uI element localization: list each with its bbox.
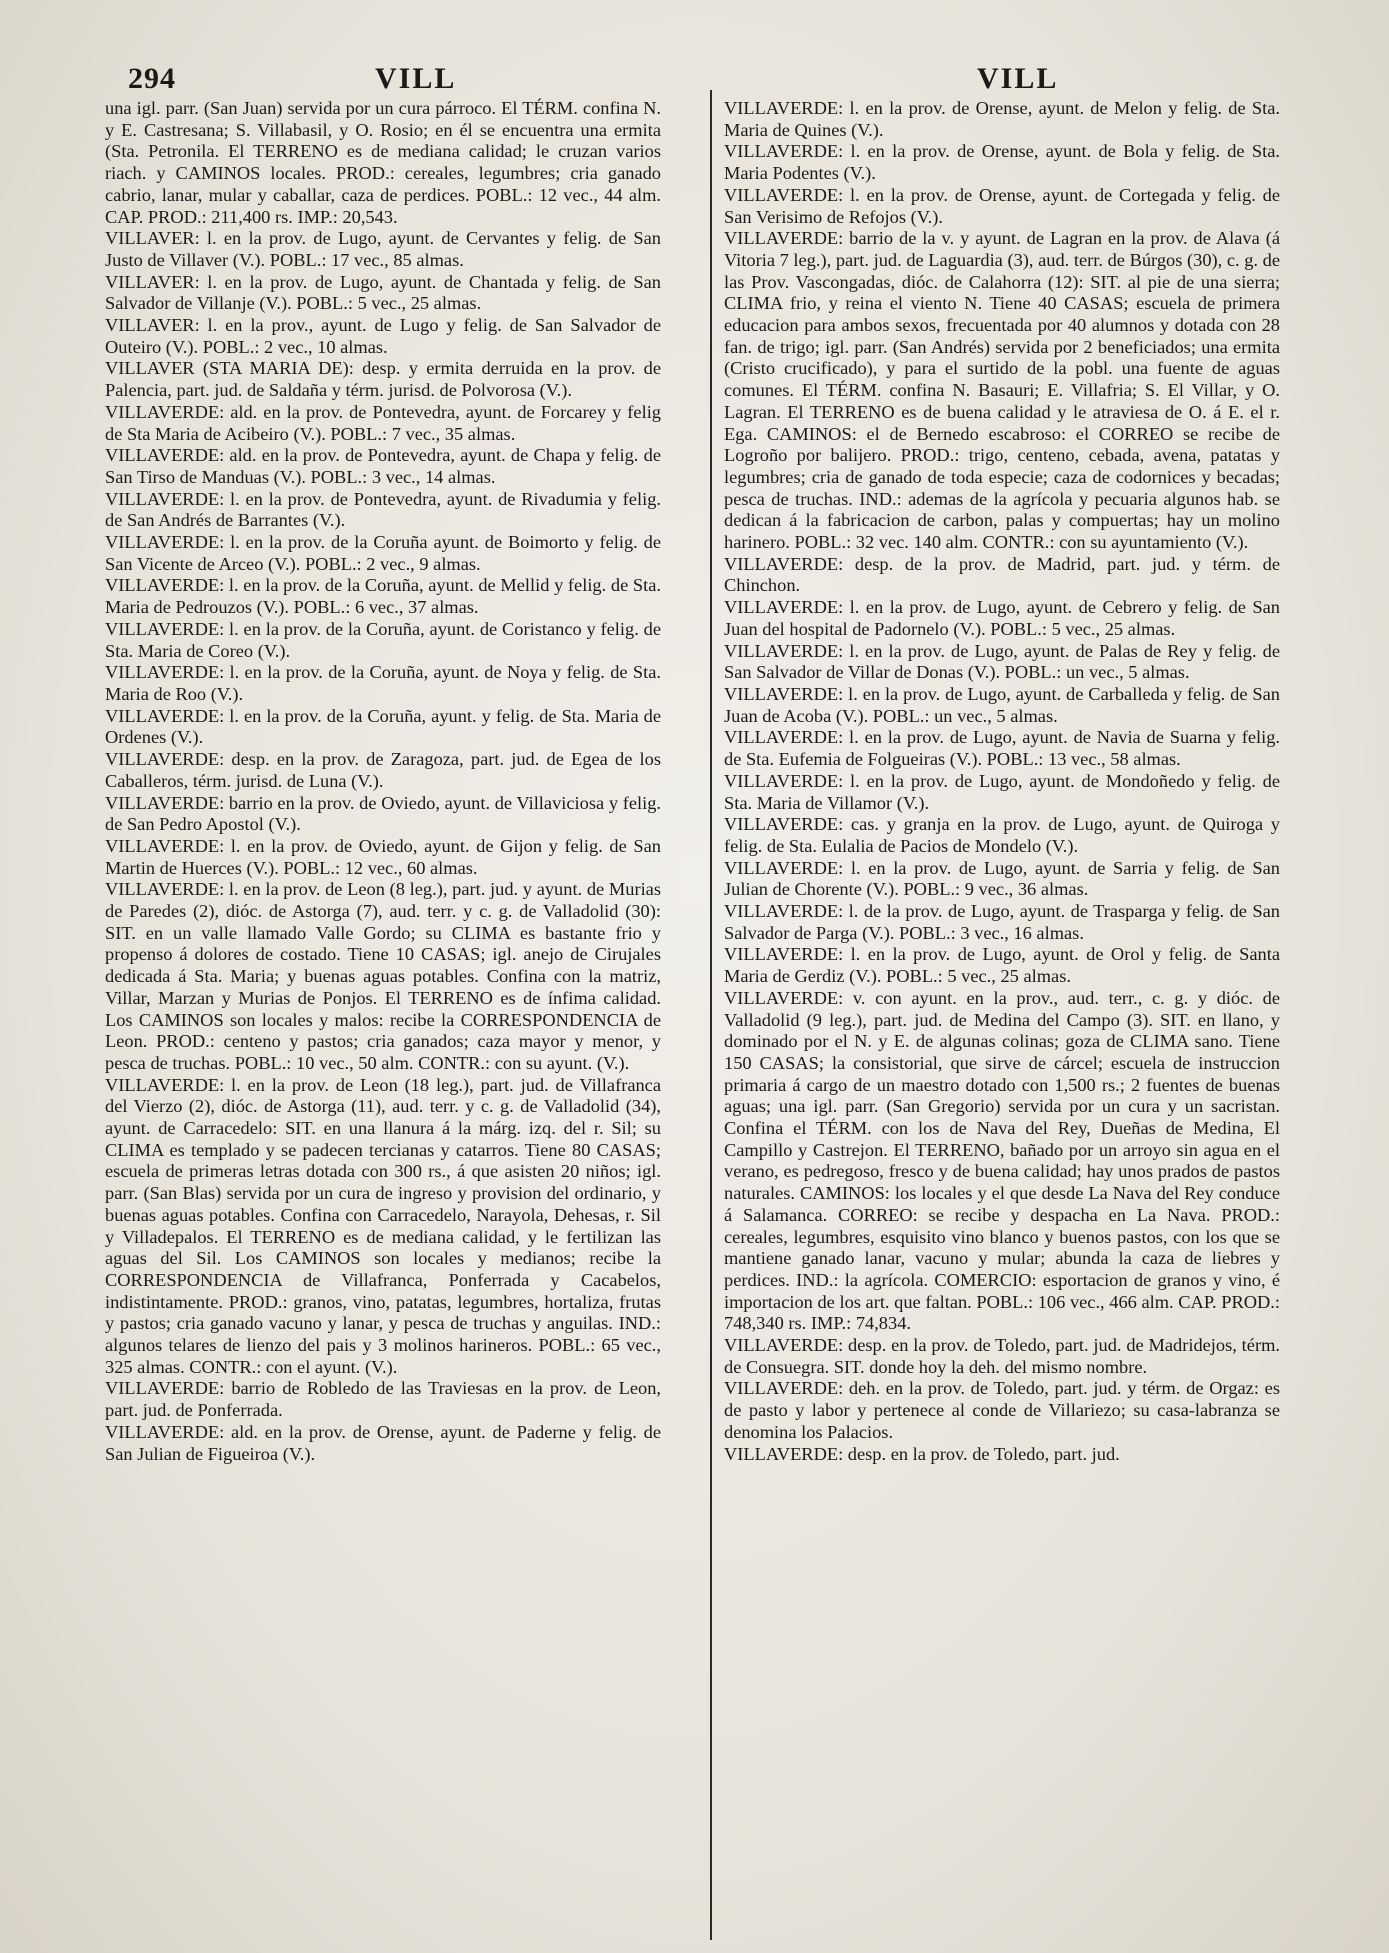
entry: VILLAVERDE: ald. en la prov. de Pontevedra, ayunt. de Chapa y felig. de San Tirso de Manduas (V.). POBL.: 3 vec., 14 almas. (105, 445, 661, 487)
entry: VILLAVERDE: desp. en la prov. de Zaragoza, part. jud. de Egea de los Caballeros, térm. jurisd. de Luna (V.). (105, 749, 661, 791)
entry: VILLAVERDE: l. en la prov. de Lugo, ayunt. de Carballeda y felig. de San Juan de Acoba (V.). POBL.: un vec., 5 almas. (724, 683, 1280, 726)
entry: una igl. parr. (San Juan) servida por un cura párroco. El TÉRM. confina N. y E. Castresana; S. Villabasil, y O. Rosio; en él se encuentra una ermita (Sta. Petronila. El TERRENO es de mediana calidad; le cruzan varios riach. y CAMINOS locales. PROD.: cereales, legumbres; cria ganado cabrio, lanar, mular y caballar, caza de perdices. POBL.: 12 vec., 44 alm. CAP. PROD.: 211,400 rs. IMP.: 20,543. (105, 98, 661, 227)
entry: VILLAVER (STA MARIA DE): desp. y ermita derruida en la prov. de Palencia, part. jud. de Saldaña y térm. jurisd. de Polvorosa (V.). (105, 358, 661, 401)
entry: VILLAVERDE: l. en la prov. de Orense, ayunt. de Cortegada y felig. de San Verisimo de Refojos (V.). (724, 184, 1280, 227)
entry: VILLAVERDE: l. en la prov. de la Coruña, ayunt. de Coristanco y felig. de Sta. Maria de Coreo (V.). (105, 618, 661, 661)
entry: VILLAVERDE: cas. y granja en la prov. de Lugo, ayunt. de Quiroga y felig. de Sta. Eulalia de Pacios de Mondelo (V.). (724, 814, 1280, 856)
entry: VILLAVERDE: l. de la prov. de Lugo, ayunt. de Trasparga y felig. de San Salvador de Parga (V.). POBL.: 3 vec., 16 almas. (724, 901, 1280, 943)
entry: VILLAVERDE: v. con ayunt. en la prov., aud. terr., c. g. y dióc. de Valladolid (9 leg.), part. jud. de Medina del Campo (3). SIT. en llano, y dominado por el N. y E. de algunas colinas; goza de CLIMA sano. Tiene 150 CASAS; la consistorial, que sirve de cárcel; escuela de instruccion primaria á cargo de un maestro dotado con 1,500 rs.; 2 fuentes de buenas aguas; una igl. parr. (San Gregorio) servida por un cura y un sacristan. Confina el TÉRM. con los de Nava del Rey, Dueñas de Medina, El Campillo y Castrejon. El TERRENO, bañado por un arroyo sin agua en el verano, es pedregoso, fresco y de buena calidad; hay unos prados de pastos naturales. CAMINOS: los locales y el que desde La Nava del Rey conduce á Salamanca. CORREO: se recibe y despacha en La Nava. PROD.: cereales, legumbres, esquisito vino blanco y buenos pastos, con los que se mantiene ganado lanar, vacuno y mular; abunda la caza de liebres y perdices. IND.: la agrícola. COMERCIO: esportacion de granos y vino, é importacion de los art. que faltan. POBL.: 106 vec., 466 alm. CAP. PROD.: 748,340 rs. IMP.: 74,834. (724, 987, 1280, 1334)
entry: VILLAVER: l. en la prov. de Lugo, ayunt. de Cervantes y felig. de San Justo de Villaver (V.). POBL.: 17 vec., 85 almas. (105, 228, 661, 270)
entry: VILLAVERDE: deh. en la prov. de Toledo, part. jud. y térm. de Orgaz: es de pasto y labor y pertenece al conde de Villariezo; su casa-labranza se denomina los Palacios. (724, 1378, 1280, 1442)
page-number: 294 (128, 62, 176, 95)
page-header (0, 62, 1389, 102)
entry: VILLAVERDE: l. en la prov. de Oviedo, ayunt. de Gijon y felig. de San Martin de Huerces (V.). POBL.: 12 vec., 60 almas. (105, 835, 661, 878)
entry: VILLAVERDE: barrio de Robledo de las Traviesas en la prov. de Leon, part. jud. de Ponferrada. (105, 1378, 661, 1421)
column-divider (710, 90, 712, 1940)
entry: VILLAVERDE: desp. de la prov. de Madrid, part. jud. y térm. de Chinchon. (724, 553, 1280, 596)
entry: VILLAVERDE: barrio de la v. y ayunt. de Lagran en la prov. de Alava (á Vitoria 7 leg.), part. jud. de Laguardia (3), aud. terr. de Búrgos (30), c. g. de las Prov. Vascongadas, dióc. de Calahorra (12): SIT. al pie de una sierra; CLIMA frio, y reina el viento N. Tiene 40 CASAS; escuela de primera educacion para ambos sexos, frecuentada por 40 alumnos y dotada con 28 fan. de trigo; igl. parr. (San Andrés) servida por 2 beneficiados; una ermita (Cristo crucificado), y para el surtido de la pobl. una fuente de aguas comunes. El TÉRM. confina N. Basauri; E. Villafria; S. El Villar, y O. Lagran. El TERRENO es de buena calidad y le atraviesa de O. á E. el r. Ega. CAMINOS: el de Bernedo escabroso: el CORREO se recibe de Logroño por balijero. PROD.: trigo, centeno, cebada, avena, patatas y legumbres; cria de ganado de toda especie; caza de codornices y becadas; pesca de truchas. IND.: ademas de la agrícola y pecuaria algunos hab. se dedican á la fabricacion de carbon, palas y compuertas; hay un molino harinero. POBL.: 32 vec. 140 alm. CONTR.: con su ayuntamiento (V.). (724, 228, 1280, 553)
entry: VILLAVERDE: l. en la prov. de la Coruña, ayunt. y felig. de Sta. Maria de Ordenes (V.). (105, 705, 661, 748)
entry: VILLAVERDE: ald. en la prov. de Pontevedra, ayunt. de Forcarey y felig de Sta Maria de Acibeiro (V.). POBL.: 7 vec., 35 almas. (105, 401, 661, 444)
right-column (724, 98, 1280, 1933)
entry: VILLAVERDE: l. en la prov. de Lugo, ayunt. de Sarria y felig. de San Julian de Chorente (V.). POBL.: 9 vec., 36 almas. (724, 857, 1280, 900)
entry: VILLAVERDE: barrio en la prov. de Oviedo, ayunt. de Villaviciosa y felig. de San Pedro Apostol (V.). (105, 792, 661, 835)
entry: VILLAVERDE: l. en la prov. de Pontevedra, ayunt. de Rivadumia y felig. de San Andrés de Barrantes (V.). (105, 488, 661, 531)
entry: VILLAVER: l. en la prov. de Lugo, ayunt. de Chantada y felig. de San Salvador de Villanje (V.). POBL.: 5 vec., 25 almas. (105, 271, 661, 314)
entry: VILLAVERDE: l. en la prov. de Lugo, ayunt. de Palas de Rey y felig. de San Salvador de Villar de Donas (V.). POBL.: un vec., 5 almas. (724, 640, 1280, 683)
entry: VILLAVERDE: l. en la prov. de Lugo, ayunt. de Orol y felig. de Santa Maria de Gerdiz (V.). POBL.: 5 vec., 25 almas. (724, 944, 1280, 987)
entry: VILLAVERDE: l. en la prov. de Leon (8 leg.), part. jud. y ayunt. de Murias de Paredes (2), dióc. de Astorga (7), aud. terr. y c. g. de Valladolid (30): SIT. en un valle llamado Valle Gordo; su CLIMA es bastante frio y propenso á dolores de costado. Tiene 10 CASAS; igl. anejo de Cirujales dedicada á Sta. Maria; y buenas aguas potables. Confina con la matriz, Villar, Marzan y Murias de Ponjos. El TERRENO es de ínfima calidad. Los CAMINOS son locales y malos: recibe la CORRESPONDENCIA de Leon. PROD.: centeno y pastos; cria ganados; caza mayor y menor, y pesca de truchas. POBL.: 10 vec., 50 alm. CONTR.: con su ayunt. (V.). (105, 879, 661, 1073)
entry: VILLAVER: l. en la prov., ayunt. de Lugo y felig. de San Salvador de Outeiro (V.). POBL.: 2 vec., 10 almas. (105, 315, 661, 357)
entry: VILLAVERDE: l. en la prov. de Lugo, ayunt. de Cebrero y felig. de San Juan del hospital de Padornelo (V.). POBL.: 5 vec., 25 almas. (724, 597, 1280, 639)
entry: VILLAVERDE: l. en la prov. de Lugo, ayunt. de Mondoñedo y felig. de Sta. Maria de Villamor (V.). (724, 770, 1280, 813)
entry: VILLAVERDE: l. en la prov. de Lugo, ayunt. de Navia de Suarna y felig. de Sta. Eufemia de Folgueiras (V.). POBL.: 13 vec., 58 almas. (724, 727, 1280, 770)
entry: VILLAVERDE: desp. en la prov. de Toledo, part. jud. (724, 1443, 1120, 1464)
entry: VILLAVERDE: l. en la prov. de Orense, ayunt. de Bola y felig. de Sta. Maria Podentes (V.). (724, 141, 1280, 184)
left-column (105, 98, 661, 1933)
entry: VILLAVERDE: l. en la prov. de la Coruña, ayunt. de Mellid y felig. de Sta. Maria de Pedrouzos (V.). POBL.: 6 vec., 37 almas. (105, 575, 661, 618)
left-running-head: VILL (375, 62, 457, 95)
right-running-head: VILL (977, 62, 1059, 95)
entry: VILLAVERDE: l. en la prov. de la Coruña ayunt. de Boimorto y felig. de San Vicente de Arceo (V.). POBL.: 2 vec., 9 almas. (105, 532, 661, 574)
entry: VILLAVERDE: l. en la prov. de Leon (18 leg.), part. jud. de Villafranca del Vierzo (2), dióc. de Astorga (11), aud. terr. y c. g. de Valladolid (34), ayunt. de Carracedelo: SIT. en una llanura á la márg. izq. del r. Sil; su CLIMA es templado y se padecen tercianas y catarros. Tiene 80 CASAS; escuela de primeras letras dotada con 300 rs., á que asisten 20 niños; igl. parr. (San Blas) servida por un cura de ingreso y provision del ordinario, y buenas aguas potables. Confina con Carracedelo, Narayola, Dehesas, r. Sil y Villadepalos. El TERRENO es de mediana calidad, y le fertilizan las aguas del Sil. Los CAMINOS son locales y medianos; recibe la CORRESPONDENCIA de Villafranca, Ponferrada y Cacabelos, indistintamente. PROD.: granos, vino, patatas, legumbres, hortaliza, frutas y pastos; cria ganado vacuno y lanar, y pesca de truchas y anguilas. IND.: algunos telares de lienzo del pais y 3 molinos harineros. POBL.: 65 vec., 325 almas. CONTR.: con el ayunt. (V.). (105, 1074, 661, 1377)
entry: VILLAVERDE: l. en la prov. de la Coruña, ayunt. de Noya y felig. de Sta. Maria de Roo (V.). (105, 662, 661, 704)
entry: VILLAVERDE: desp. en la prov. de Toledo, part. jud. de Madridejos, térm. de Consuegra. SIT. donde hoy la deh. del mismo nombre. (724, 1335, 1280, 1377)
entry: VILLAVERDE: l. en la prov. de Orense, ayunt. de Melon y felig. de Sta. Maria de Quines (V.). (724, 98, 1280, 140)
entry: VILLAVERDE: ald. en la prov. de Orense, ayunt. de Paderne y felig. de San Julian de Figueiroa (V.). (105, 1421, 661, 1464)
